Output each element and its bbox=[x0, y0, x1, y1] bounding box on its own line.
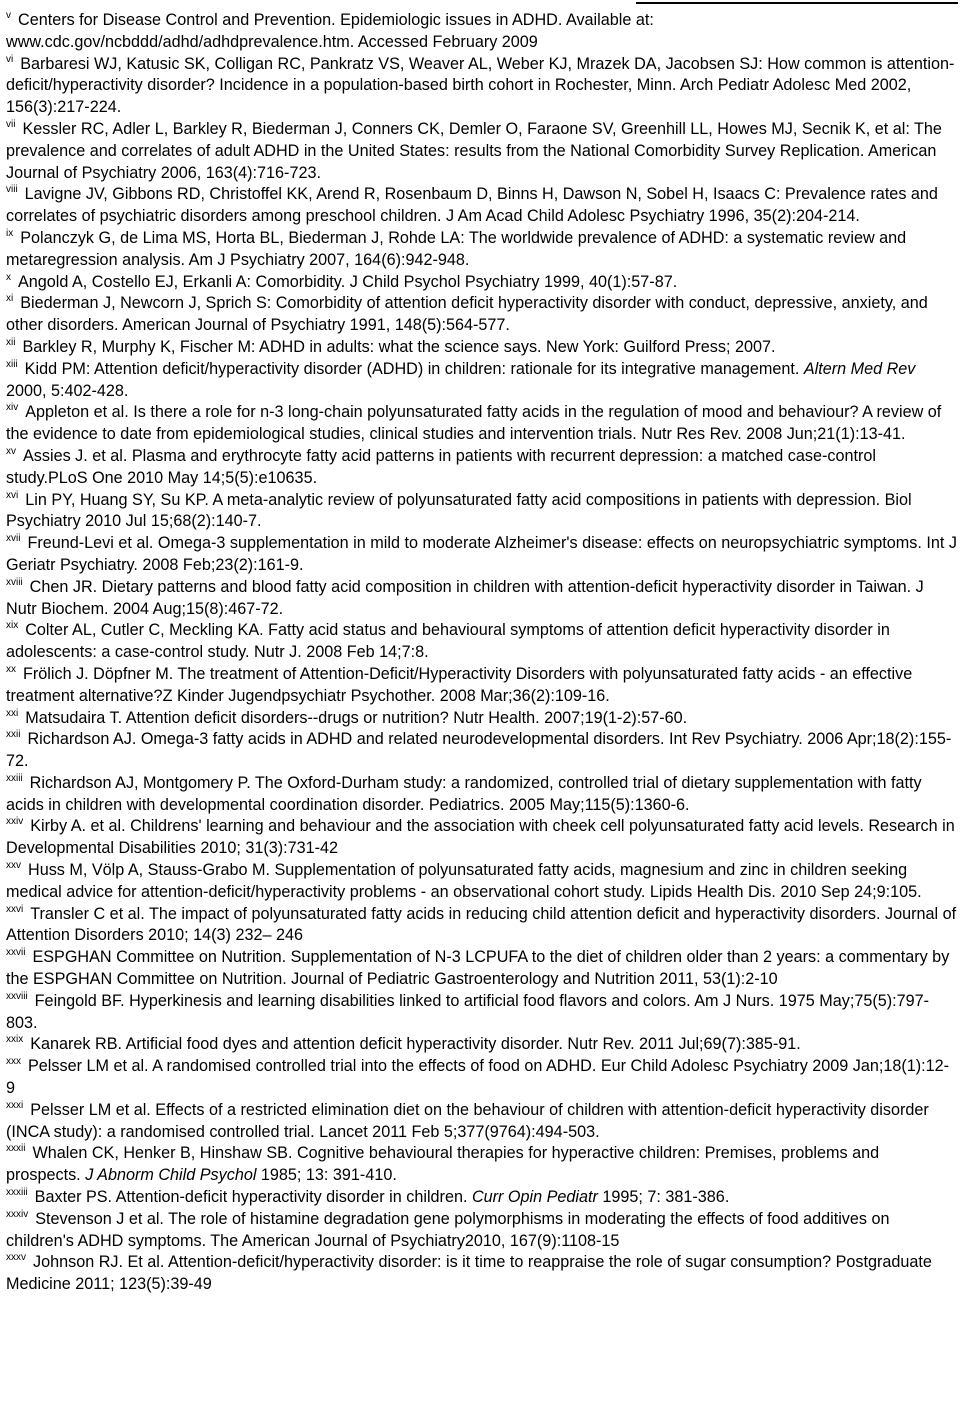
reference-text: Richardson AJ, Montgomery P. The Oxford-Durham study: a randomized, controlled trial of dietary supplementation with fatty acids in children with developmental coordination disorder. Pediatrics. 2005 May;115(5):1360-6. bbox=[6, 773, 922, 814]
reference-number: xxxv bbox=[6, 1252, 26, 1264]
reference-number: xxiv bbox=[6, 816, 24, 828]
reference-text: Kessler RC, Adler L, Barkley R, Biederman J, Conners CK, Demler O, Faraone SV, Greenhill LL, Howes MJ, Secnik K, et al: The prevalence and correlates of adult ADHD in the United States: results from the National Comorbidity Survey Replication. American Journal of Psychiatry 2006, 163(4):716-723. bbox=[6, 119, 942, 182]
reference-entry bbox=[6, 1056, 958, 1100]
reference-number: xxiii bbox=[6, 772, 23, 784]
reference-entry bbox=[6, 54, 958, 119]
reference-entry bbox=[6, 904, 958, 948]
reference-text: 1985; 13: 391-410. bbox=[256, 1166, 397, 1185]
reference-entry bbox=[6, 664, 958, 708]
reference-text: Colter AL, Cutler C, Meckling KA. Fatty acid status and behavioural symptoms of attention deficit hyperactivity disorder in adolescents: a case-control study. Nutr J. 2008 Feb 14;7:8. bbox=[6, 621, 890, 662]
reference-entry bbox=[6, 816, 958, 860]
reference-entry bbox=[6, 1143, 958, 1187]
reference-number: xiv bbox=[6, 402, 19, 414]
reference-journal-italic: Altern Med Rev bbox=[803, 359, 916, 378]
reference-journal-italic: J Abnorm Child Psychol bbox=[85, 1166, 257, 1185]
reference-entry bbox=[6, 402, 958, 446]
reference-number: xxvii bbox=[6, 947, 26, 959]
reference-number: xvi bbox=[6, 489, 19, 501]
reference-text: 2000, 5:402-428. bbox=[6, 381, 129, 400]
reference-entry bbox=[6, 1187, 958, 1209]
reference-number: xii bbox=[6, 336, 16, 348]
reference-number: xxxiv bbox=[6, 1208, 29, 1220]
reference-number: xv bbox=[6, 445, 16, 457]
reference-text: Stevenson J et al. The role of histamine degradation gene polymorphisms in moderating the effects of food additives on children's ADHD symptoms. The American Journal of Psychiatry2010, 167(9):1108-15 bbox=[6, 1209, 890, 1250]
reference-entry bbox=[6, 272, 958, 294]
reference-text: Barkley R, Murphy K, Fischer M: ADHD in adults: what the science says. New York: Guilford Press; 2007. bbox=[22, 337, 776, 356]
reference-entry bbox=[6, 991, 958, 1035]
reference-list bbox=[6, 10, 958, 1296]
reference-text: Whalen CK, Henker B, Hinshaw SB. Cognitive behavioural therapies for hyperactive children: Premises, problems and prospects. bbox=[6, 1144, 880, 1185]
reference-text: Kidd PM: Attention deficit/hyperactivity disorder (ADHD) in children: rationale for its integrative management. bbox=[24, 359, 804, 378]
reference-text: Angold A, Costello EJ, Erkanli A: Comorbidity. J Child Psychol Psychiatry 1999, 40(1):57-87. bbox=[18, 272, 678, 291]
reference-text: Kirby A. et al. Childrens' learning and behaviour and the association with cheek cell polyunsaturated fatty acid levels. Research in Developmental Disabilities 2010; 31(3):731-42 bbox=[6, 817, 955, 858]
reference-number: x bbox=[6, 271, 11, 283]
reference-number: xxix bbox=[6, 1034, 24, 1046]
reference-number: xiii bbox=[6, 358, 18, 370]
reference-entry bbox=[6, 533, 958, 577]
reference-text: Matsudaira T. Attention deficit disorders--drugs or nutrition? Nutr Health. 2007;19(1-2):57-60. bbox=[25, 708, 688, 727]
reference-number: ix bbox=[6, 227, 14, 239]
reference-number: xxxiii bbox=[6, 1187, 28, 1199]
reference-entry bbox=[6, 1034, 958, 1056]
reference-entry bbox=[6, 577, 958, 621]
reference-text: Barbaresi WJ, Katusic SK, Colligan RC, Pankratz VS, Weaver AL, Weber KJ, Mrazek DA, Jacobsen SJ: How common is attention-deficit/hyperactivity disorder? Incidence in a population-based birth cohort in Rochester, Minn. Arch Pediatr Adolesc Med 2002, 156(3):217-224. bbox=[6, 54, 955, 117]
reference-number: xxii bbox=[6, 729, 21, 741]
top-divider-line bbox=[636, 2, 958, 4]
reference-entry bbox=[6, 184, 958, 228]
reference-text: Lavigne JV, Gibbons RD, Christoffel KK, Arend R, Rosenbaum D, Binns H, Dawson N, Sobel H, Isaacs C: Prevalence rates and correlates of psychiatric disorders among preschool children. J Am Acad Child Adolesc Psychiatry 1996, 35(2):204-214. bbox=[6, 185, 938, 226]
reference-text: Polanczyk G, de Lima MS, Horta BL, Biederman J, Rohde LA: The worldwide prevalence of ADHD: a systematic review and metaregression analysis. Am J Psychiatry 2007, 164(6):942-948. bbox=[6, 228, 907, 269]
reference-text: ESPGHAN Committee on Nutrition. Supplementation of N-3 LCPUFA to the diet of children older than 2 years: a commentary by the ESPGHAN Committee on Nutrition. Journal of Pediatric Gastroenterology and Nutrition 2011, 53(1):2-10 bbox=[6, 948, 950, 989]
reference-entry bbox=[6, 119, 958, 184]
reference-number: vi bbox=[6, 53, 14, 65]
reference-text: Frölich J. Döpfner M. The treatment of Attention-Deficit/Hyperactivity Disorders with polyunsaturated fatty acids - an effective treatment alternative?Z Kinder Jugendpsychiatr Psychother. 2008 Mar;36(2):109-16. bbox=[6, 664, 913, 705]
reference-entry bbox=[6, 773, 958, 817]
reference-entry bbox=[6, 708, 958, 730]
reference-entry bbox=[6, 1100, 958, 1144]
reference-text: Centers for Disease Control and Prevention. Epidemiologic issues in ADHD. Available at: www.cdc.gov/ncbddd/adhd/adhdprevalence.htm. Accessed February 2009 bbox=[6, 11, 654, 51]
reference-number: xxxi bbox=[6, 1099, 24, 1111]
reference-entry bbox=[6, 490, 958, 534]
reference-text: Richardson AJ. Omega-3 fatty acids in ADHD and related neurodevelopmental disorders. Int Rev Psychiatry. 2006 Apr;18(2):155-72. bbox=[6, 730, 952, 771]
reference-entry bbox=[6, 359, 958, 403]
reference-entry bbox=[6, 228, 958, 272]
reference-text: Transler C et al. The impact of polyunsaturated fatty acids in reducing child attention deficit and hyperactivity disorders. Journal of Attention Disorders 2010; 14(3) 232– 246 bbox=[6, 904, 957, 945]
reference-text: Johnson RJ. Et al. Attention-deficit/hyperactivity disorder: is it time to reappraise the role of sugar consumption? Postgraduate Medicine 2011; 123(5):39-49 bbox=[6, 1253, 932, 1294]
reference-number: xxx bbox=[6, 1056, 21, 1068]
reference-number: vii bbox=[6, 118, 16, 130]
reference-text: Feingold BF. Hyperkinesis and learning disabilities linked to artificial food flavors and colors. Am J Nurs. 1975 May;75(5):797-803. bbox=[6, 991, 930, 1032]
reference-number: xxvi bbox=[6, 903, 24, 915]
reference-entry bbox=[6, 293, 958, 337]
reference-number: xxviii bbox=[6, 990, 28, 1002]
reference-text: Biederman J, Newcorn J, Sprich S: Comorbidity of attention deficit hyperactivity disorder with conduct, depressive, anxiety, and other disorders. American Journal of Psychiatry 1991, 148(5):564-577. bbox=[6, 294, 928, 335]
reference-text: Freund-Levi et al. Omega-3 supplementation in mild to moderate Alzheimer's disease: effects on neuropsychiatric symptoms. Int J Geriatr Psychiatry. 2008 Feb;23(2):161-9. bbox=[6, 534, 957, 574]
reference-text: Baxter PS. Attention-deficit hyperactivity disorder in children. bbox=[34, 1188, 472, 1207]
reference-entry bbox=[6, 1209, 958, 1253]
reference-number: xviii bbox=[6, 576, 23, 588]
reference-text: Huss M, Völp A, Stauss-Grabo M. Supplementation of polyunsaturated fatty acids, magnesium and zinc in children seeking medical advice for attention-deficit/hyperactivity problems - an observational cohort study. Lipids Health Dis. 2010 Sep 24;9:105. bbox=[6, 861, 922, 901]
reference-number: xi bbox=[6, 293, 14, 305]
reference-journal-italic: Curr Opin Pediatr bbox=[471, 1188, 598, 1207]
reference-entry bbox=[6, 860, 958, 904]
reference-entry bbox=[6, 947, 958, 991]
reference-text: Lin PY, Huang SY, Su KP. A meta-analytic review of polyunsaturated fatty acid compositions in patients with depression. Biol Psychiatry 2010 Jul 15;68(2):140-7. bbox=[6, 490, 912, 531]
reference-number: xvii bbox=[6, 533, 21, 545]
reference-text: Kanarek RB. Artificial food dyes and attention deficit hyperactivity disorder. Nutr Rev. 2011 Jul;69(7):385-91. bbox=[30, 1035, 801, 1054]
reference-entry bbox=[6, 620, 958, 664]
reference-number: xx bbox=[6, 663, 16, 675]
reference-text: Appleton et al. Is there a role for n-3 long-chain polyunsaturated fatty acids in the regulation of mood and behaviour? A review of the evidence to date from epidemiological studies, clinical studies and intervention trials. Nutr Res Rev. 2008 Jun;21(1):13-41. bbox=[6, 403, 942, 444]
reference-number: xxxii bbox=[6, 1143, 26, 1155]
reference-entry bbox=[6, 729, 958, 773]
reference-text: 1995; 7: 381-386. bbox=[597, 1188, 730, 1207]
reference-text: Pelsser LM et al. Effects of a restricted elimination diet on the behaviour of children with attention-deficit hyperactivity disorder (INCA study): a randomised controlled trial. Lancet 2011 Feb 5;377(9764):494-503. bbox=[6, 1100, 929, 1141]
reference-entry bbox=[6, 337, 958, 359]
reference-text: Assies J. et al. Plasma and erythrocyte fatty acid patterns in patients with recurrent depression: a matched case-control study.PLoS One 2010 May 14;5(5):e10635. bbox=[6, 446, 876, 487]
reference-entry bbox=[6, 446, 958, 490]
reference-text: Pelsser LM et al. A randomised controlled trial into the effects of food on ADHD. Eur Child Adolesc Psychiatry 2009 Jan;18(1):12-9 bbox=[6, 1057, 950, 1098]
reference-number: v bbox=[6, 10, 11, 21]
reference-number: xxv bbox=[6, 860, 21, 872]
reference-entry bbox=[6, 10, 958, 54]
reference-text: Chen JR. Dietary patterns and blood fatty acid composition in children with attention-deficit hyperactivity disorder in Taiwan. J Nutr Biochem. 2004 Aug;15(8):467-72. bbox=[6, 577, 924, 618]
reference-number: xix bbox=[6, 620, 19, 632]
reference-number: xxi bbox=[6, 707, 19, 719]
reference-entry bbox=[6, 1252, 958, 1296]
reference-number: viii bbox=[6, 184, 18, 196]
